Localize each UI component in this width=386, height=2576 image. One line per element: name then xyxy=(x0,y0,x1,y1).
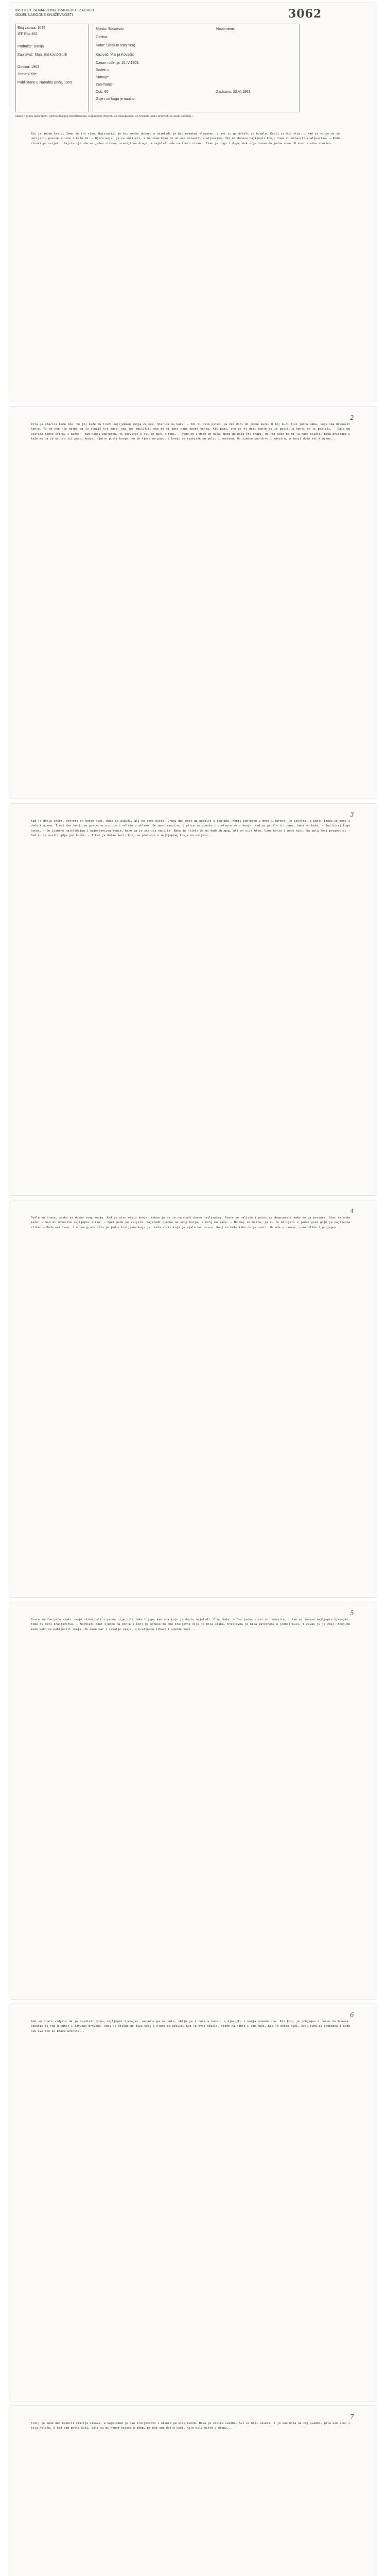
institute-header xyxy=(15,8,118,18)
field-no-value: 1095 xyxy=(37,26,46,30)
page-annotation-7: 7 xyxy=(350,2413,354,2420)
record-number: 3062 xyxy=(288,7,322,21)
region-label: Područje: xyxy=(17,45,33,48)
page-annotation-2: 2 xyxy=(350,414,354,421)
department-name: ODJEL NARODNE KNJIŽEVNOSTI xyxy=(15,13,73,17)
publication-value: Publicirano u Narodne priče, 1959 xyxy=(17,81,72,84)
topic-value: Priče xyxy=(28,73,37,76)
remarks-label: Napomene: xyxy=(216,27,235,31)
recorded-value: 22.VI.1963. xyxy=(233,90,252,94)
parish-label: Općina: xyxy=(96,36,109,39)
lives-row xyxy=(96,75,109,80)
born-value: 15.IV.1903. xyxy=(121,61,139,65)
page-text-1: Bio je jedan kralj. Imao je tri sina. Najstariji je bio onako dobar, a najmlađi je bio nekakav slabašan, i svi su ga držali za budalu. Kralj je bio star, i kad je vidio da će umrijeti, pozove sinove i kaže im: — Djeco moja, ja ću umrijeti, a ne znam kome ću od vas ostaviti kraljevstvo. Tko mi donese najljepši konj, tome ću ostaviti kraljevstvo. — Pođu sinovi po svijetu. Najstariji ode na jednu stranu, srednji na drugu, a najmlađi ode na treću stranu. Išao je dugo i dugo, dok nije došao do jedne šume. U šumi sretne staricu... xyxy=(31,132,342,145)
page-annotation-3: 3 xyxy=(350,811,354,818)
born-label: Datum rođenja: xyxy=(96,61,120,65)
page-annotation-5: 5 xyxy=(350,1609,354,1617)
age-row xyxy=(96,90,109,94)
page-sheet-2 xyxy=(10,407,376,799)
page-sheet-7 xyxy=(10,2406,376,2576)
shelf-value: IEF Rkp 462 xyxy=(17,32,38,36)
lives-label: Stanuje: xyxy=(96,76,109,79)
age-label: Dob: xyxy=(96,90,103,94)
place-row xyxy=(96,27,124,31)
page-annotation-6: 6 xyxy=(350,2011,354,2019)
page-text-6: Kad su braća vidjela da je najmlađi doveo najljepšu djevojku, napadnu ga na putu, ubiju ga i bace u bunar, a djevojku i konja odvedu ocu. Ali konj je pobjegao i došao do bunara. Spustio je rep u bunar i izvukao mrtvoga. Onda je otišao po živu vodu i njome ga oživio. Kad je ovaj oživio, sjede na konja i ode kući. Kad je došao kući, kraljevna ga prepozna i kaže ocu sve što su braća učinila... xyxy=(31,2020,352,2033)
recorded-label: Zapisano: xyxy=(216,90,232,94)
institute-name: INSTITUT ZA NARODNU TRADICIJU - ZAGREB xyxy=(15,9,94,12)
page-sheet-4 xyxy=(10,1200,376,1597)
shelf-row xyxy=(17,32,38,37)
page-sheet-5 xyxy=(10,1602,376,1999)
year-value: 1963 xyxy=(31,65,40,69)
year-label: Godina: xyxy=(17,65,30,69)
county-row xyxy=(96,43,135,48)
occupation-row xyxy=(96,82,114,87)
page-sheet-1 xyxy=(10,3,376,401)
topic-label: Tema: xyxy=(17,73,28,76)
place-label: Mjesto: xyxy=(96,27,108,31)
county-label: Kotar: xyxy=(96,44,106,47)
parish-row xyxy=(96,35,108,40)
publication-row xyxy=(17,80,84,85)
field-no-row xyxy=(17,26,45,30)
collector-value: Maja Bošković-Stulli xyxy=(34,53,67,57)
county-value: Sisak (Kostajnica) xyxy=(106,44,135,47)
page-sheet-3 xyxy=(10,804,376,1195)
page-annotation-4: 4 xyxy=(350,1208,354,1215)
topic-row xyxy=(17,72,37,77)
field-no-label: Broj zapisa: xyxy=(17,26,37,30)
page-text-7: Kralj je onda dao kazniti starije sinove, a najmlađem je dao kraljevstvo i oženio ga kraljevnom. Bila je velika svadba. Svi su bili veseli, i ja sam bila na toj svadbi, pila sam vino i jela kolače, a kad sam pošla kući, dali su mi komad kolača u džep, pa kad sam došla kući, nije bilo ništa u džepu... xyxy=(31,2422,352,2430)
page-text-2: Pita ga starica kamo ide. On joj kaže da traži najljepšeg konja za oca. Starica mu kaže: — Idi ti ovim putem, pa ćeš doći do jedne kuće. U toj kući živi jedna baba, koja ima dvanaest konja. Ti se kod nje najmi da ju služiš tri dana. Ako joj odslužiš, ona će ti dati koga hoćeš konja. Ali pazi, ona će ti dati konje da ih pasiš, a konji će ti pobjeći. — Dala mu starica jednu svirku i kaže: — Kad konji pobjegnu, ti zasviraj i svi će doći k tebi. — Pođe on i dođe do kuće. Baba ga pita što traži. On joj kaže da bi ju rado služio. Baba pristane i kaže mu da će ujutro ići pasti konje. Ujutro pusti konje, on ih tjera na pašu, a konji se razbježe po polju i nestanu. On sjedne pod drvo i zasvira, a konji dođu svi k njemu... xyxy=(31,423,352,441)
occupation-label: Zanimanje: xyxy=(96,83,114,87)
recorded-row xyxy=(216,90,252,94)
source-row xyxy=(96,97,135,101)
page-text-3: Kad je došla večer, dotjera on konje kući. Baba se začudi, ali ne reče ništa. Drugi dan opet ga pošalje s konjima. Konji pobjegnu u more i zarone. On zasvira, a konji izađu iz mora i dođu k njemu. Treći dan konji se pretvore u ptice i odlete u oblake. On opet zasvira, i ptice se spuste i pretvore se u konje. Kad su prošla tri dana, baba mu kaže: — Sad biraj koga hoćeš. — On izabere najslabijeg i najmršavijeg konja, kako ga je starica naučila. Baba je htjela da mu dade drugog, ali on nije htio. Uzme konja i pođe kući. Na putu konj progovori: — Sad ću te nositi gdje god hoćeš. — I kad je došao kući, konj se pretvori u najljepšeg konja na svijetu... xyxy=(31,820,352,838)
year-row xyxy=(17,65,39,70)
collector-label: Zapisivač: xyxy=(17,53,34,57)
region-row xyxy=(17,44,44,49)
rights-note: Nalaz o pravu autorskom, načinu daljnjeg iskorištavanja, suglasnost, dozvolu za objavljivanje, za hrvatski jezik i prijevod, za svaki podatak... xyxy=(15,115,194,118)
narrator-row xyxy=(96,53,134,57)
region-value: Banija xyxy=(33,45,44,48)
source-label: Gdje i od koga je naučio: xyxy=(96,97,136,101)
collector-row xyxy=(17,53,84,57)
narrator-label: Kazivač: xyxy=(96,53,110,57)
born-in-label: Rođen u: xyxy=(96,69,111,72)
born-in-row xyxy=(96,68,110,73)
page-text-5: Braća su donijela svaki svoju sliku, ali nijedna nije bila tako lijepa kao ona koju je donio najmlađi. Otac kaže: — Još jednu stvar mi donesite, i tko mi donese najljepšu djevojku, tome ću dati kraljevstvo. — Najmlađi opet sjedne na konja i konj ga odnese do one kraljevne čija je bila slika. Kraljevna je bila zatvorena u jednoj kuli, i čuvao ju je zmaj. Konj mu kaže kako će pobijediti zmaja. On uzme mač i zakolje zmaja, a kraljevnu izbavi i odvede kući... xyxy=(31,1618,352,1631)
remarks-row xyxy=(216,27,235,31)
age-value: 60 xyxy=(104,90,109,94)
page-sheet-6 xyxy=(10,2004,376,2401)
place-value: Borojevići xyxy=(108,27,124,31)
born-row xyxy=(96,61,139,65)
page-text-4: Došla su braća, svaki je doveo svog konja. Kad je otac vidio konje, rekao je da je najmlađi doveo najljepšeg. Braća se naljute i počnu se dogovarati kako da ga prevare. Otac im onda kaže: — Sad mi donesite najljepšu sliku. — Opet pođu po svijetu. Najmlađi sjedne na svog konja, a konj mu kaže: — Ne boj se ništa, ja ću te odnijeti u jedan grad gdje je najljepša slika. — Dođu oni tamo, i u tom gradu bila je jedna kraljevna koja je imala sliku koja je sjala kao sunce. Konj mu kaže kako će je uzeti. On uđe u dvorac, uzme sliku i pobjegne... xyxy=(31,1216,352,1229)
narrator-value: Marija Kovačić xyxy=(110,53,134,57)
